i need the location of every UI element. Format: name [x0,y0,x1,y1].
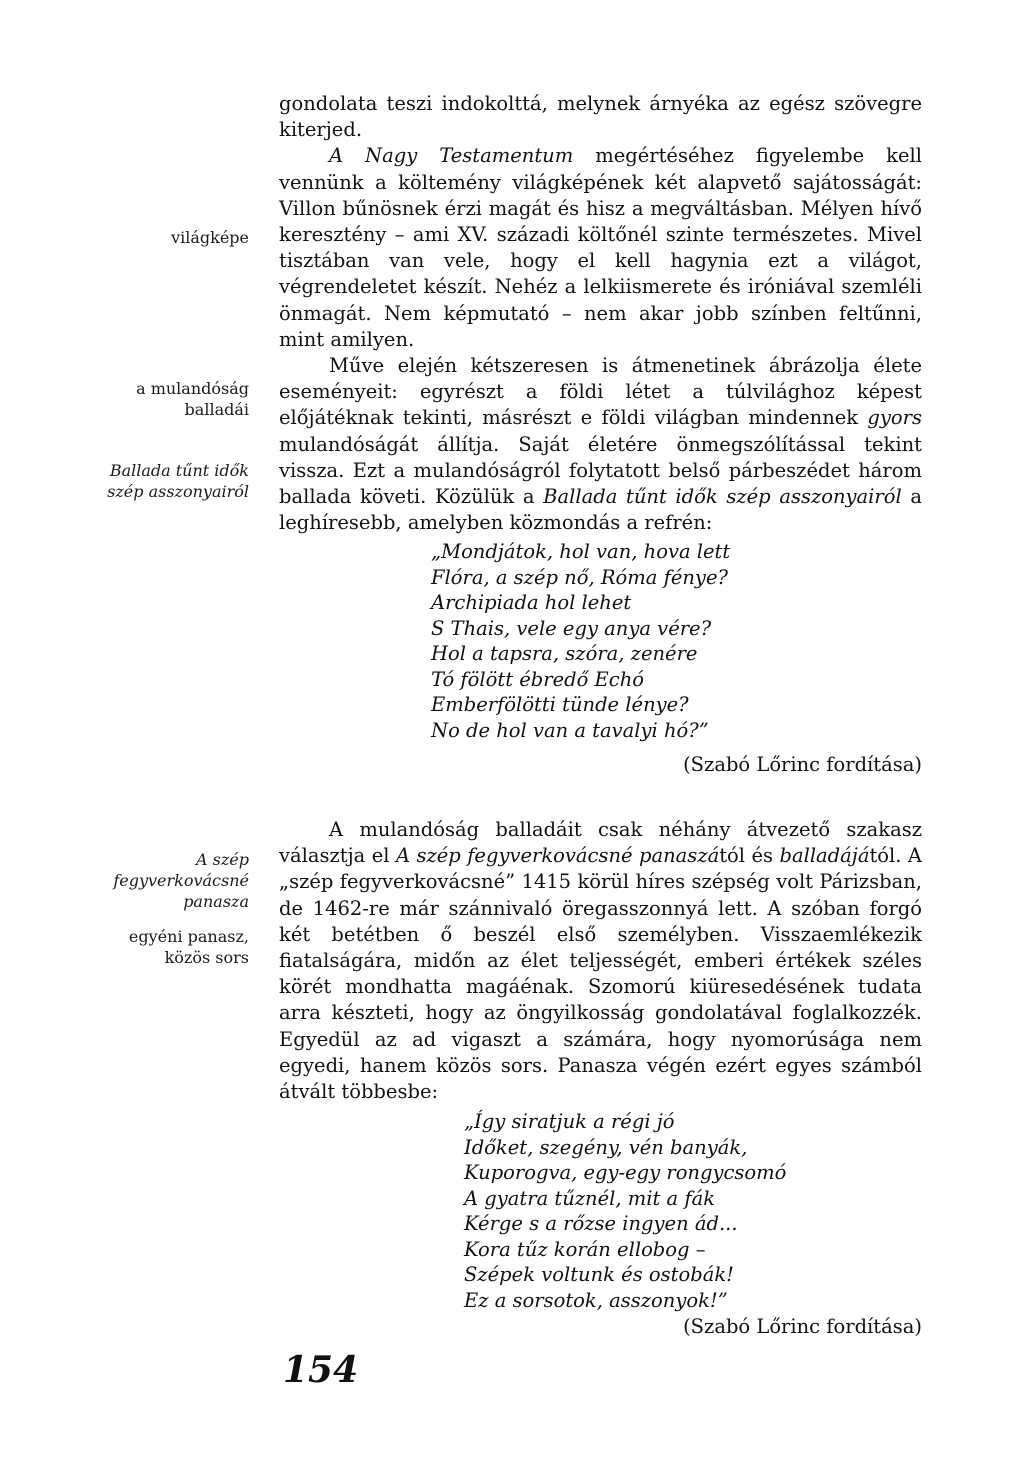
title-nagy-testamentum: A Nagy Testamentum [329,144,574,168]
margin-note-mulandosag [136,378,249,420]
poem-line: S Thais, vele egy anya vére? [431,616,712,640]
paragraph-text: A mulandóság balladáit csak néhány átvezető szakasz választja el [279,818,922,868]
margin-note-ballada-tunt-idok [107,460,249,502]
poem-1 [431,539,730,743]
paragraph-text: megértéséhez figyelembe kell vennünk a költemény világképének két alapvető sajátosságát: Villon bűnösnek érzi magát és hisz a megváltásban. Mélyen hívő keresztény – ami XV. századi költőnél szinte természetes. Mivel tisztában van vele, hogy el kell hagynia ezt a világot, végrendeletet készít. Nehéz a lelkiismerete és iróniával szemléli önmagát. Nem képmutató – nem akar jobb színben feltűnni, mint amilyen. [279,144,922,351]
poem-line: „Így siratjuk a régi jó [464,1110,675,1133]
paragraph-text: tól. A „szép fegyverkovácsné” 1415 körül híres szépség volt Párizsban, de 1462-re már szánnivaló öregasszonnyá lett. A szóban forgó két betétben ő beszél első személyben. Visszaemlékezik fiatalságára, midőn az élet teljességét, emberi értékek széles körét mondhatta magáénak. Szomorú kiüresedésének tudata arra készteti, hogy az öngyilkosság gondolatával foglalkozzék. Egyedül az ad vigaszt a számára, hogy nyomorúsága nem egyedi, hanem közös sors. Panasza végén ezért egyes számból átvált többesbe: [279,844,923,1104]
margin-note-line: fegyverkovácsné [113,871,249,890]
poem-line: Kérge s a rőzse ingyen ád... [464,1212,738,1235]
body-text-upper [279,91,922,536]
paragraph-text: tól és [719,844,780,868]
poem-line: No de hol van a tavalyi hó?” [431,718,709,742]
poem-line: Hol a tapsra, szóra, zenére [431,642,698,665]
poem-line: Flóra, a szép nő, Róma fénye? [431,565,728,589]
margin-note-line: Ballada tűnt idők [109,461,249,480]
paragraph-text: Műve elején kétszeresen is átmenetinek ábrázolja élete eseményeit: egyrészt a földi létet a túlvilághoz képest előjátéknak tekinti, másrészt e földi világban mindennek [279,354,922,430]
poem-line: Emberfölötti tünde lénye? [431,693,689,716]
poem-line: Tó fölött ébredő Echó [431,667,644,691]
paragraph-2 [279,143,922,353]
margin-note-szep-fegyverkovacsne [113,849,249,912]
margin-note-line: közös sors [164,948,249,967]
margin-note-line: balladái [184,400,249,419]
title-ballada-tunt-idok: Ballada tűnt idők szép asszonyairól [543,485,902,509]
paragraph-1: gondolata teszi indokolttá, melynek árnyéka az egész szövegre kiterjed. [279,92,922,142]
page-number: 154 [283,1349,359,1391]
poem-line: Kora tűz korán ellobog – [464,1237,706,1261]
poem-line: „Mondjátok, hol van, hova lett [431,540,731,563]
margin-note-line: a mulandóság [136,379,249,398]
poem-line: Archipiada hol lehet [431,591,632,614]
margin-note-line: panasza [183,892,249,911]
poem-line: Ez a sorsotok, asszonyok!” [464,1288,728,1312]
margin-note-vilagkepe [171,227,249,248]
paragraph-4 [279,817,922,1105]
translation-credit-1: (Szabó Lőrinc fordítása) [683,753,922,776]
title-balladaja: balladájá [779,844,870,868]
poem-line: Időket, szegény, vén banyák, [464,1135,748,1159]
margin-note-egyeni-panasz [129,926,249,968]
margin-note-line: szép asszonyairól [107,482,249,501]
translation-credit-2: (Szabó Lőrinc fordítása) [683,1315,922,1338]
poem-line: Szépek voltunk és ostobák! [464,1263,735,1286]
emphasis-gyors: gyors [867,406,922,430]
margin-note-line: világképe [171,228,249,247]
body-text-lower [279,817,922,1105]
paragraph-text: mulandóságát állítja. Saját életére önmegszólítással tekint vissza. Ezt a mulandóságról folytatott belső párbeszédet három ballada követi. Közülük a [279,432,922,509]
poem-line: A gyatra tűznél, mit a fák [464,1186,716,1210]
paragraph-text: a leghíresebb, amelyben közmondás a refrén: [279,485,922,535]
paragraph-3 [279,353,922,536]
margin-note-line: A szép [196,850,249,869]
poem-2 [464,1109,786,1313]
title-szep-fegyverkovacsne: A szép fegyverkovácsné panaszá [395,844,720,868]
poem-line: Kuporogva, egy-egy rongycsomó [464,1161,787,1184]
margin-note-line: egyéni panasz, [128,927,249,946]
